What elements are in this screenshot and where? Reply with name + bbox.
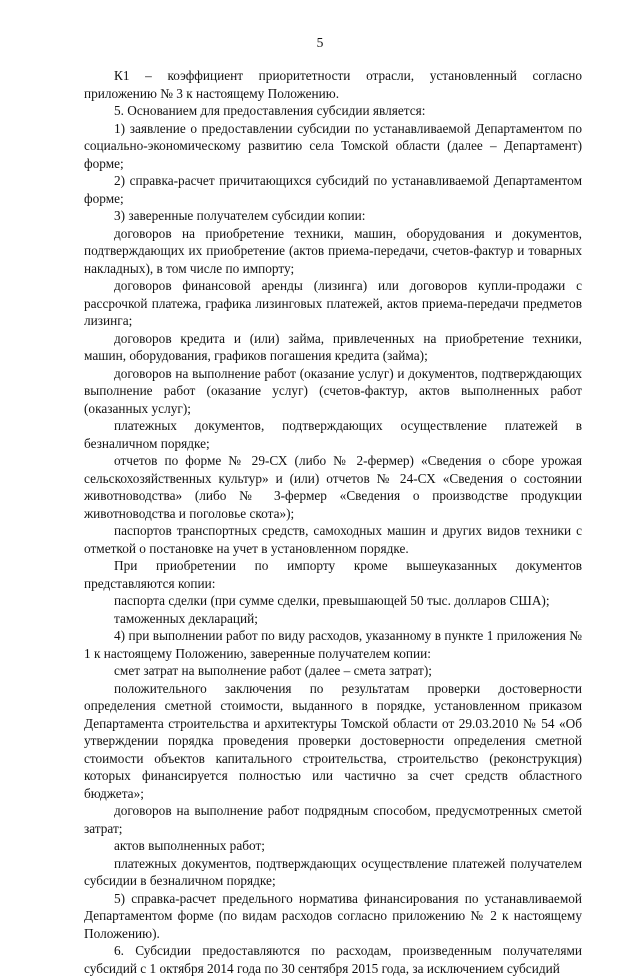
paragraph-item-5-3: 3) заверенные получателем субсидии копии: [114,208,366,223]
paragraph-leasing-contracts: договоров финансовой аренды (лизинга) или договоров купли-продажи с рассрочкой платежа, графика лизинговых платежей, актов приема-передачи предметов лизинга; [84,278,582,328]
paragraph-cost-estimates: смет затрат на выполнение работ (далее – смета затрат); [114,663,432,678]
paragraph-positive-conclusion: положительного заключения по результатам проверки достоверности определения сметной стоимости, выданного в порядке, установленном приказом Департамента строительства и архитектуры Томской области от 29.03.2010 № 54 «Об утверждении порядка проведения проверки достоверности определения сметной стоимости объектов капитального строительства, строительство (реконструкция) которых финансируется полностью или частично за счет средств областного бюджета»; [84,680,582,801]
paragraph-statistics-reports: отчетов по форме № 29-СХ (либо № 2-фермер) «Сведения о сборе урожая сельскохозяйственных культур» и (или) отчетов № 24-СХ «Сведения о состоянии животноводства» (либо № 3-фермер «Сведения о производстве продукции животноводства и поголовье скота»); [84,453,582,521]
paragraph-completed-work-acts: актов выполненных работ; [114,838,265,853]
paragraph-payment-documents: платежных документов, подтверждающих осуществление платежей в безналичном порядке; [84,418,582,451]
paragraph-k1-definition: К1 – коэффициент приоритетности отрасли, установленный согласно приложению № 3 к настоящему Положению. [84,68,582,101]
paragraph-import-documents: При приобретении по импорту кроме вышеуказанных документов представляются копии: [84,558,582,591]
paragraph-item-5-1: 1) заявление о предоставлении субсидии по устанавливаемой Департаментом по социально-экономическому развитию села Томской области (далее – Департамент) форме; [84,120,582,171]
paragraph-equipment-contracts: договоров на приобретение техники, машин, оборудования и документов, подтверждающих их приобретение (актов приема-передачи, счетов-фактур и товарных накладных), в том числе по импорту; [84,225,582,276]
paragraph-contractor-contracts: договоров на выполнение работ подрядным способом, предусмотренных сметой затрат; [84,803,582,836]
paragraph-work-contracts: договоров на выполнение работ (оказание услуг) и документов, подтверждающих выполнение работ (оказание услуг) (счетов-фактур, актов выполненных работ (оказанных услуг); [84,365,582,416]
paragraph-customs-declarations: таможенных деклараций; [114,610,258,626]
paragraph-item-6: 6. Субсидии предоставляются по расходам, произведенным получателями субсидий с 1 октября 2014 года по 30 сентября 2015 года, за исключением субсидий [84,943,582,976]
paragraph-loan-contracts: договоров кредита и (или) займа, привлеченных на приобретение техники, машин, оборудования, графиков погашения кредита (займа); [84,330,582,363]
paragraph-recipient-payments: платежных документов, подтверждающих осуществление платежей получателем субсидии в безналичном порядке; [84,855,582,888]
document-body [84,67,582,977]
paragraph-item-5-4: 4) при выполнении работ по виду расходов, указанному в пункте 1 приложения № 1 к настоящему Положению, заверенные получателем копии: [84,628,582,661]
paragraph-vehicle-passports: паспортов транспортных средств, самоходных машин и других видов техники с отметкой о постановке на учет в установленном порядке. [84,523,582,556]
page-number: 5 [316,35,324,50]
paragraph-item-5-heading: 5. Основанием для предоставления субсидии является: [114,103,426,118]
paragraph-item-5-2: 2) справка-расчет причитающихся субсидий по устанавливаемой Департаментом форме; [84,173,582,206]
paragraph-transaction-passport: паспорта сделки (при сумме сделки, превышающей 50 тыс. долларов США); [114,593,550,608]
paragraph-item-5-5: 5) справка-расчет предельного норматива финансирования по устанавливаемой Департаментом форме (по видам расходов согласно приложению № 2 к настоящему Положению). [84,890,582,941]
